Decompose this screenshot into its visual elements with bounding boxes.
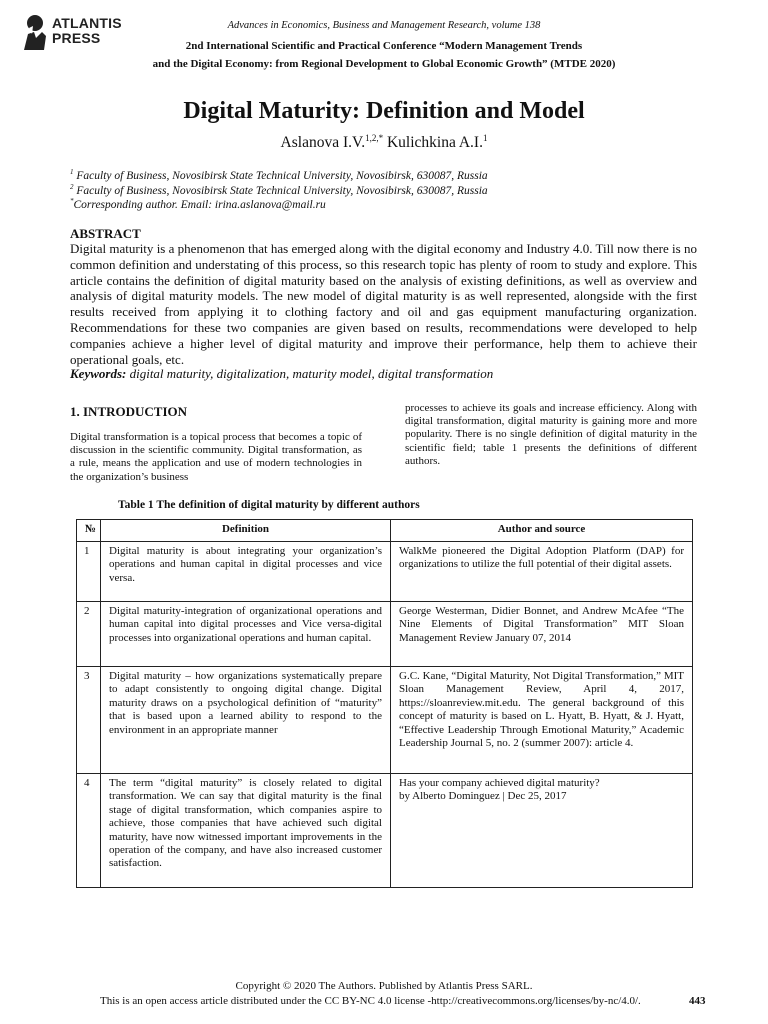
affiliation-text: Faculty of Business, Novosibirsk State Technical University, Novosibirsk, 630087, Russia [76,169,488,182]
definitions-table [76,519,693,888]
table-header-row [77,520,693,542]
paper-title: Digital Maturity: Definition and Model [183,98,585,124]
publisher-name-line2: PRESS [52,30,101,46]
author-affiliation-mark: 1 [482,133,488,143]
publisher-name-line1: ATLANTIS [52,15,122,31]
license-notice: This is an open access article distributed under the CC BY-NC 4.0 license -http://creativecommons.org/licenses/by-nc/4.0/. [100,995,641,1007]
table-caption: Table 1 The definition of digital maturity by different authors [118,499,420,511]
row-definition: Digital maturity – how organizations systematically prepare to adapt consistently to ongoing digital change. Digital maturity draws on a psychological definition of “maturity” that is based upon a learned ability to respond to the environment in an appropriate manner [101,667,391,774]
affiliation-text: Faculty of Business, Novosibirsk State Technical University, Novosibirsk, 630087, Russia [76,184,488,197]
affiliation [70,168,488,182]
conference-title-line2: and the Digital Economy: from Regional Development to Global Economic Growth” (MTDE 2020) [152,58,616,70]
header-number: № [77,520,101,542]
table-row [77,774,693,888]
row-author: George Westerman, Didier Bonnet, and Andrew McAfee “The Nine Elements of Digital Transformation” MIT Sloan Management Review January 07, 2014 [391,602,693,667]
affiliation-text: Corresponding author. Email: irina.aslanova@mail.ru [73,198,326,211]
section-heading-introduction: 1. INTRODUCTION [70,404,188,419]
author-affiliation-mark: 1,2,* [365,133,384,143]
table-row [77,667,693,774]
row-number: 3 [77,667,101,774]
page-number: 443 [689,995,706,1007]
row-author-line: Has your company achieved digital maturity? [399,777,600,789]
abstract-heading: ABSTRACT [70,226,141,241]
author-list [0,133,768,152]
author-name: Aslanova I.V. [280,134,366,152]
keywords [70,366,493,382]
row-author-line: by Alberto Dominguez | Dec 25, 2017 [399,790,567,803]
row-author: G.C. Kane, “Digital Maturity, Not Digital Transformation,” MIT Sloan Management Review, April 4, 2017, https://sloanreview.mit.edu. The general background of this concept of maturity is based on L. Hyatt, B. Hyatt, & J. Hyatt, “Effective Leadership Through Emotional Maturity,” Academic Leadership Journal 5, no. 2 (summer 2007): article 4. [391,667,693,774]
row-number: 2 [77,602,101,667]
row-author: WalkMe pioneered the Digital Adoption Platform (DAP) for organizations to utilize the full potential of their digital assets. [391,542,693,602]
header-definition: Definition [101,520,391,542]
row-number: 4 [77,774,101,888]
table-row [77,602,693,667]
row-definition: Digital maturity is about integrating your organization’s operations and human capital in digital processes and vice versa. [101,542,391,602]
conference-title-line1: 2nd International Scientific and Practical Conference “Modern Management Trends [185,40,583,52]
author-name: Kulichkina A.I. [386,134,483,152]
row-definition: The term “digital maturity” is closely related to digital transformation. We can say that digital maturity is the final stage of digital transformation, which companies aspire to achieve, those companies that have achieved such digital maturity, have now witnessed important improvements in the operation of the company, and have also increased customer satisfaction. [101,774,391,888]
copyright-notice: Copyright © 2020 The Authors. Published by Atlantis Press SARL. [235,980,533,992]
affiliation [70,183,488,197]
series-title: Advances in Economics, Business and Management Research, volume 138 [227,20,541,31]
row-author [391,774,693,888]
affiliation-mark: * [70,197,74,205]
introduction-left-column: Digital transformation is a topical process that becomes a topic of discussion in the scientific community. Digital transformation, as a rule, means the application and use of modern technologies in the organization’s business [70,431,362,483]
introduction-right-column: processes to achieve its goals and increase efficiency. Along with digital transformation, digital maturity is gaining more and more popularity. There is no single definition of digital maturity in the scientific field; table 1 presents the definitions of different authors. [405,402,697,467]
keywords-label: Keywords: [70,366,127,381]
abstract-text: Digital maturity is a phenomenon that has emerged along with the digital economy and Industry 4.0. Till now there is no common definition and understating of this process, so this research topic has plenty of room to study and explore. This article contains the definition of digital maturity based on the analysis of existing definitions, as well as overview and analysis of digital maturity models. The new model of digital maturity is as well represented, alongside with the first results received from applying it to clothing factory and oil and gas equipment manufacturing organization. Recommendations for these two companies are given based on results, recommendations were developed to help companies achieve a higher level of digital maturity and improve their performance, help them to achieve their operational goals, etc. [70,241,697,367]
affiliation-mark: 1 [70,168,74,176]
corresponding-author [70,197,326,211]
header-author: Author and source [391,520,693,542]
keywords-text: digital maturity, digitalization, maturity model, digital transformation [129,366,494,381]
table-row [77,542,693,602]
affiliation-mark: 2 [70,183,74,191]
row-number: 1 [77,542,101,602]
row-definition: Digital maturity-integration of organizational operations and human capital into digital processes and Vice versa-digital processes into organizational operations and human capital. [101,602,391,667]
